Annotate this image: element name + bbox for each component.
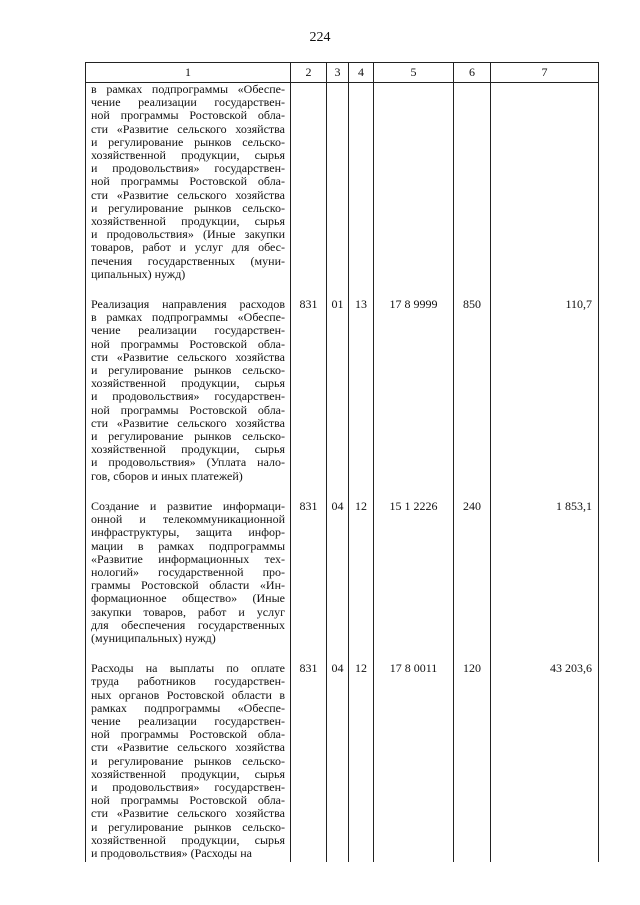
description-line: мации в рамках подпрограммы: [91, 538, 285, 553]
description-line: Создание и развитие информаци-: [91, 498, 285, 513]
target-article-code-cell: 17 8 9999: [374, 298, 454, 483]
description-line: ных органов Ростовской области в: [91, 687, 285, 702]
amount-cell: 43 203,6: [491, 662, 599, 860]
description-line: сти «Развитие сельского хозяйства: [91, 806, 285, 821]
description-line: ципальных) нужд): [91, 266, 186, 281]
description-line: печения государственных (муни-: [91, 253, 285, 268]
row-spacer: [86, 483, 599, 500]
spacer-cell: [291, 281, 327, 298]
description-line: сти «Развитие сельского хозяйства: [91, 187, 285, 202]
description-cell: [86, 83, 291, 282]
target-article-code-cell: 17 8 0011: [374, 662, 454, 860]
column-header-3: 3: [327, 63, 349, 83]
table-header-row: [86, 63, 599, 83]
subsection-code-cell: 13: [349, 298, 374, 483]
description-line: и регулирование рынков сельско-: [91, 363, 285, 378]
row-spacer: [86, 645, 599, 662]
description-line: инфраструктуры, защита инфор-: [91, 525, 285, 540]
spacer-cell: [491, 281, 599, 298]
table-row: [86, 83, 599, 282]
filler-cell: [491, 860, 599, 862]
description-line: Расходы на выплаты по оплате: [91, 661, 285, 676]
section-code-cell: 04: [327, 662, 349, 860]
description-line: и продовольствия» (Иные закупки: [91, 227, 285, 242]
description-line: нологий» государственной про-: [91, 564, 285, 579]
filler-cell: [291, 860, 327, 862]
description-line: и продовольствия» государствен-: [91, 161, 285, 176]
expense-type-code-cell: 240: [454, 500, 491, 645]
description-line: гов, сборов и иных платежей): [91, 468, 243, 483]
spacer-cell: [454, 281, 491, 298]
expense-type-code-cell: 850: [454, 298, 491, 483]
description-line: Реализация направления расходов: [91, 297, 285, 312]
spacer-cell: [454, 645, 491, 662]
column-header-2: 2: [291, 63, 327, 83]
target-article-code-cell: [374, 83, 454, 282]
description-line: ной программы Ростовской обла-: [91, 336, 285, 351]
row-spacer: [86, 281, 599, 298]
section-code-cell: [327, 83, 349, 282]
description-line: сти «Развитие сельского хозяйства: [91, 415, 285, 430]
description-cell: [86, 662, 291, 860]
description-line: сти «Развитие сельского хозяйства: [91, 121, 285, 136]
description-line: ной программы Ростовской обла-: [91, 727, 285, 742]
filler-cell: [86, 860, 291, 862]
table-filler-row: [86, 860, 599, 862]
table-row: [86, 500, 599, 645]
description-line: и регулирование рынков сельско-: [91, 753, 285, 768]
description-line: и продовольствия» (Уплата нало-: [91, 455, 285, 470]
subsection-code-cell: [349, 83, 374, 282]
description-line: в рамках подпрограммы «Обеспе-: [91, 82, 285, 96]
description-line: граммы Ростовской области «Ин-: [91, 578, 285, 593]
description-line: и продовольствия» государствен-: [91, 779, 285, 794]
description-line: хозяйственной продукции, сырья: [91, 442, 285, 457]
description-line: рамках подпрограммы «Обеспе-: [91, 700, 285, 715]
description-line: ной программы Ростовской обла-: [91, 108, 285, 123]
spacer-cell: [349, 281, 374, 298]
page-number: 224: [309, 30, 331, 45]
description-line: «Развитие информационных тех-: [91, 551, 285, 566]
description-line: закупки товаров, работ и услуг: [91, 604, 285, 619]
column-header-1: 1: [86, 63, 291, 83]
amount-cell: [491, 83, 599, 282]
description-line: и регулирование рынков сельско-: [91, 200, 285, 215]
column-header-6: 6: [454, 63, 491, 83]
description-line: и регулирование рынков сельско-: [91, 134, 285, 149]
column-header-7: 7: [491, 63, 599, 83]
admin-code-cell: 831: [291, 662, 327, 860]
spacer-cell: [491, 645, 599, 662]
description-line: ной программы Ростовской обла-: [91, 402, 285, 417]
description-line: товаров, работ и услуг для обес-: [91, 240, 285, 255]
admin-code-cell: 831: [291, 500, 327, 645]
description-line: чение реализации государствен-: [91, 323, 285, 338]
description-line: и продовольствия» (Расходы на: [91, 845, 252, 860]
spacer-cell: [291, 645, 327, 662]
table-row: [86, 662, 599, 860]
filler-cell: [327, 860, 349, 862]
spacer-cell: [291, 483, 327, 500]
spacer-cell: [86, 483, 291, 500]
spacer-cell: [491, 483, 599, 500]
subsection-code-cell: 12: [349, 662, 374, 860]
spacer-cell: [374, 281, 454, 298]
description-line: формационное общество» (Иные: [91, 591, 285, 606]
expense-type-code-cell: 120: [454, 662, 491, 860]
spacer-cell: [327, 281, 349, 298]
description-line: и регулирование рынков сельско-: [91, 819, 285, 834]
description-line: хозяйственной продукции, сырья: [91, 832, 285, 847]
description-line: сти «Развитие сельского хозяйства: [91, 349, 285, 364]
description-line: ной программы Ростовской обла-: [91, 793, 285, 808]
admin-code-cell: [291, 83, 327, 282]
description-line: хозяйственной продукции, сырья: [91, 376, 285, 391]
description-line: чение реализации государствен-: [91, 95, 285, 110]
description-line: хозяйственной продукции, сырья: [91, 148, 285, 163]
filler-cell: [374, 860, 454, 862]
target-article-code-cell: 15 1 2226: [374, 500, 454, 645]
description-cell: [86, 298, 291, 483]
filler-cell: [454, 860, 491, 862]
amount-cell: 110,7: [491, 298, 599, 483]
column-header-5: 5: [374, 63, 454, 83]
spacer-cell: [349, 645, 374, 662]
section-code-cell: 01: [327, 298, 349, 483]
column-header-4: 4: [349, 63, 374, 83]
spacer-cell: [86, 281, 291, 298]
spacer-cell: [374, 483, 454, 500]
description-line: сти «Развитие сельского хозяйства: [91, 740, 285, 755]
spacer-cell: [327, 483, 349, 500]
description-line: чение реализации государствен-: [91, 713, 285, 728]
description-line: онной и телекоммуникационной: [91, 512, 285, 527]
budget-table: [85, 62, 599, 862]
subsection-code-cell: 12: [349, 500, 374, 645]
section-code-cell: 04: [327, 500, 349, 645]
description-cell: [86, 500, 291, 645]
description-line: в рамках подпрограммы «Обеспе-: [91, 310, 285, 325]
description-line: и регулирование рынков сельско-: [91, 429, 285, 444]
description-line: ной программы Ростовской обла-: [91, 174, 285, 189]
spacer-cell: [327, 645, 349, 662]
spacer-cell: [454, 483, 491, 500]
description-line: (муниципальных) нужд): [91, 630, 216, 645]
description-line: хозяйственной продукции, сырья: [91, 214, 285, 229]
expense-type-code-cell: [454, 83, 491, 282]
description-line: и продовольствия» государствен-: [91, 389, 285, 404]
amount-cell: 1 853,1: [491, 500, 599, 645]
table-row: [86, 298, 599, 483]
filler-cell: [349, 860, 374, 862]
description-line: хозяйственной продукции, сырья: [91, 766, 285, 781]
spacer-cell: [374, 645, 454, 662]
spacer-cell: [86, 645, 291, 662]
description-line: труда работников государствен-: [91, 674, 285, 689]
spacer-cell: [349, 483, 374, 500]
admin-code-cell: 831: [291, 298, 327, 483]
description-line: для обеспечения государственных: [91, 617, 285, 632]
